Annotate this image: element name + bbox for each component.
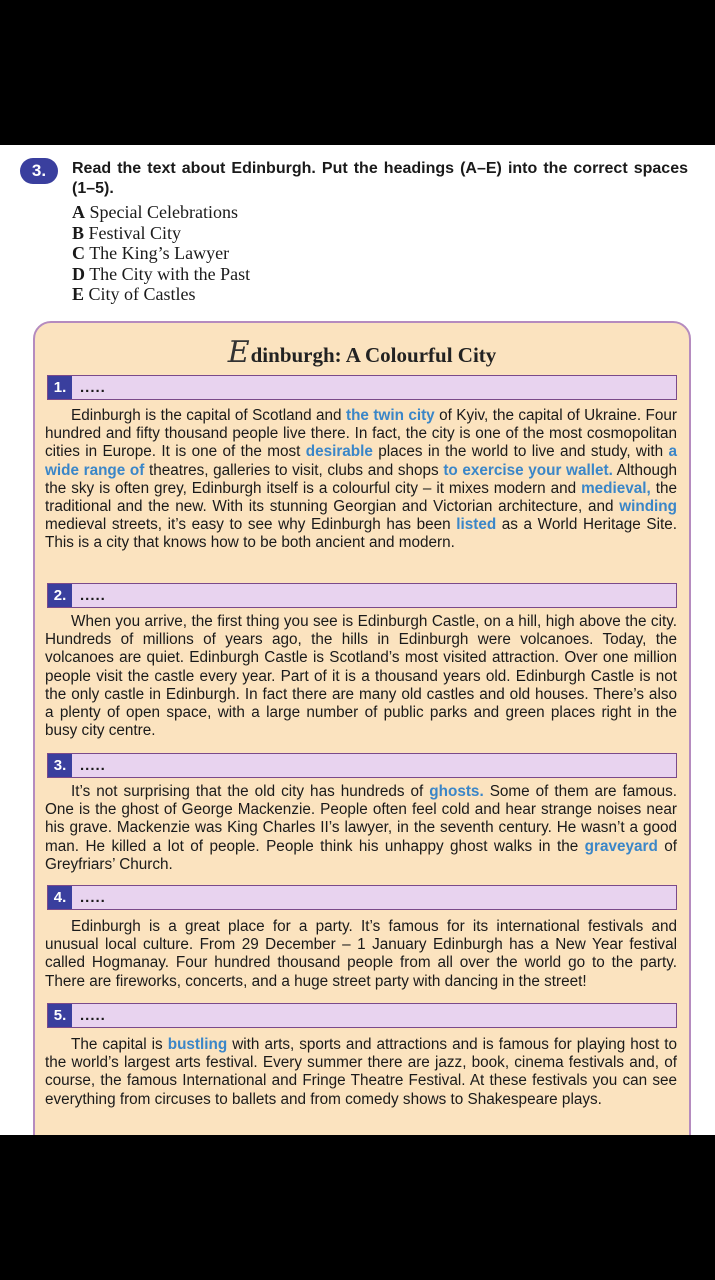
text-run: The capital is [71,1036,168,1053]
task-number-badge: 3. [20,158,58,184]
heading-option-b: B Festival City [72,222,182,243]
section-paragraph [45,407,677,553]
section-number: 1. [48,376,72,399]
heading-blank: ..... [80,587,106,604]
section-paragraph [45,783,677,874]
vocabulary-highlight: desirable [305,443,373,461]
heading-blank: ..... [80,379,106,396]
text-run: theatres, galleries to visit, clubs and shops [144,461,444,479]
heading-blank: ..... [80,1007,106,1024]
vocabulary-highlight: to exercise your wallet. [443,461,613,479]
section-number: 4. [48,886,72,909]
heading-option-a: A Special Celebrations [72,202,238,222]
section-paragraph [45,918,677,991]
article-panel [33,321,691,1135]
task-instruction: Read the text about Edinburgh. Put the headings (A–E) into the correct spaces (1–5). [72,160,688,197]
heading-blank: ..... [80,889,106,906]
headings-list [72,202,250,305]
section-heading-bar [47,375,677,400]
text-run: Some of them are famous. One is the ghost of George Mackenzie. People often feel cold and hear strange noises near his grave. Mackenzie was King Charles II’s lawyer, in the seventh century. He wasn’t a good man. He killed a lot of people. People think his unhappy ghost walks in the [45,783,677,855]
vocabulary-highlight: ghosts. [429,783,484,800]
section-number: 5. [48,1004,72,1027]
section-number: 3. [48,754,72,777]
vocabulary-highlight: medieval, [581,479,651,497]
article-title [35,335,689,370]
vocabulary-highlight: winding [619,498,677,516]
section-heading-bar [47,1003,677,1028]
text-run: Edinburgh is the capital of Scotland and [71,407,346,424]
vocabulary-highlight: a wide range of [45,443,677,479]
heading-option-e: E City of Castles [72,284,196,304]
text-run: as a World Heritage Site. This is a city that knows how to be both ancient and modern. [45,516,677,552]
vocabulary-highlight: listed [456,516,497,534]
text-run: of Kyiv, the capital of Ukraine. Four hundred and fifty thousand people live there. In fact, the city is one of the most cosmopolitan cities in Europe. It is one of the most [45,407,677,461]
text-run: with arts, sports and attractions and is famous for playing host to the world’s largest arts festival. Every summer there are jazz, book, cinema festivals and, of course, the famous International and Fringe Theatre Festival. At these festivals you can see everything from circuses to ballets and from comedy shows to Shakespeare plays. [45,1036,677,1108]
text-run: of Greyfriars’ Church. [45,837,677,873]
heading-blank: ..... [80,757,106,774]
textbook-page [0,145,715,1135]
vocabulary-highlight: graveyard [584,837,658,855]
section-heading-bar [47,885,677,910]
heading-option-d: D The City with the Past [72,263,251,284]
heading-option-c: C The King’s Lawyer [72,243,230,263]
vocabulary-highlight: bustling [167,1036,228,1053]
title-text: dinburgh: A Colourful City [250,343,497,367]
section-heading-bar [47,753,677,778]
section-paragraph [45,1036,677,1109]
section-number: 2. [48,584,72,607]
section-heading-bar [47,583,677,608]
section-paragraph [45,613,677,740]
text-run: Although the sky is often grey, Edinburgh itself is a colourful city – it mixes modern and [45,461,678,497]
text-run: When you arrive, the first thing you see is Edinburgh Castle, on a hill, high above the city. Hundreds of millions of years ago, the hills in Edinburgh were volcanoes. Today, the volcanoes are quiet. Edinburgh Castle is Scotland’s most visited attraction. Over one million people visit the castle every year. Part of it is a thousand years old. Edinburgh Castle is not the only castle in Edinburgh. In fact there are many old castles and old houses. There’s also a plenty of open space, with a large number of public parks and green places right in the busy city centre. [45,613,677,740]
title-initial: E [227,335,250,370]
text-run: Edinburgh is a great place for a party. It’s famous for its international festivals and unusual local culture. From 29 December – 1 January Edinburgh has a New Year festival called Hogmanay. Four hundred thousand people from all over the world go to the party. There are fireworks, concerts, and a huge street party with dancing in the street! [45,918,677,990]
text-run: places in the world to live and study, with [372,443,669,461]
text-run: medieval streets, it’s easy to see why Edinburgh has been [45,516,457,534]
vocabulary-highlight: the twin city [345,407,435,424]
text-run: It’s not surprising that the old city has hundreds of [71,783,430,800]
text-run: the traditional and the new. With its stunning Georgian and Victorian architecture, and [45,479,677,516]
